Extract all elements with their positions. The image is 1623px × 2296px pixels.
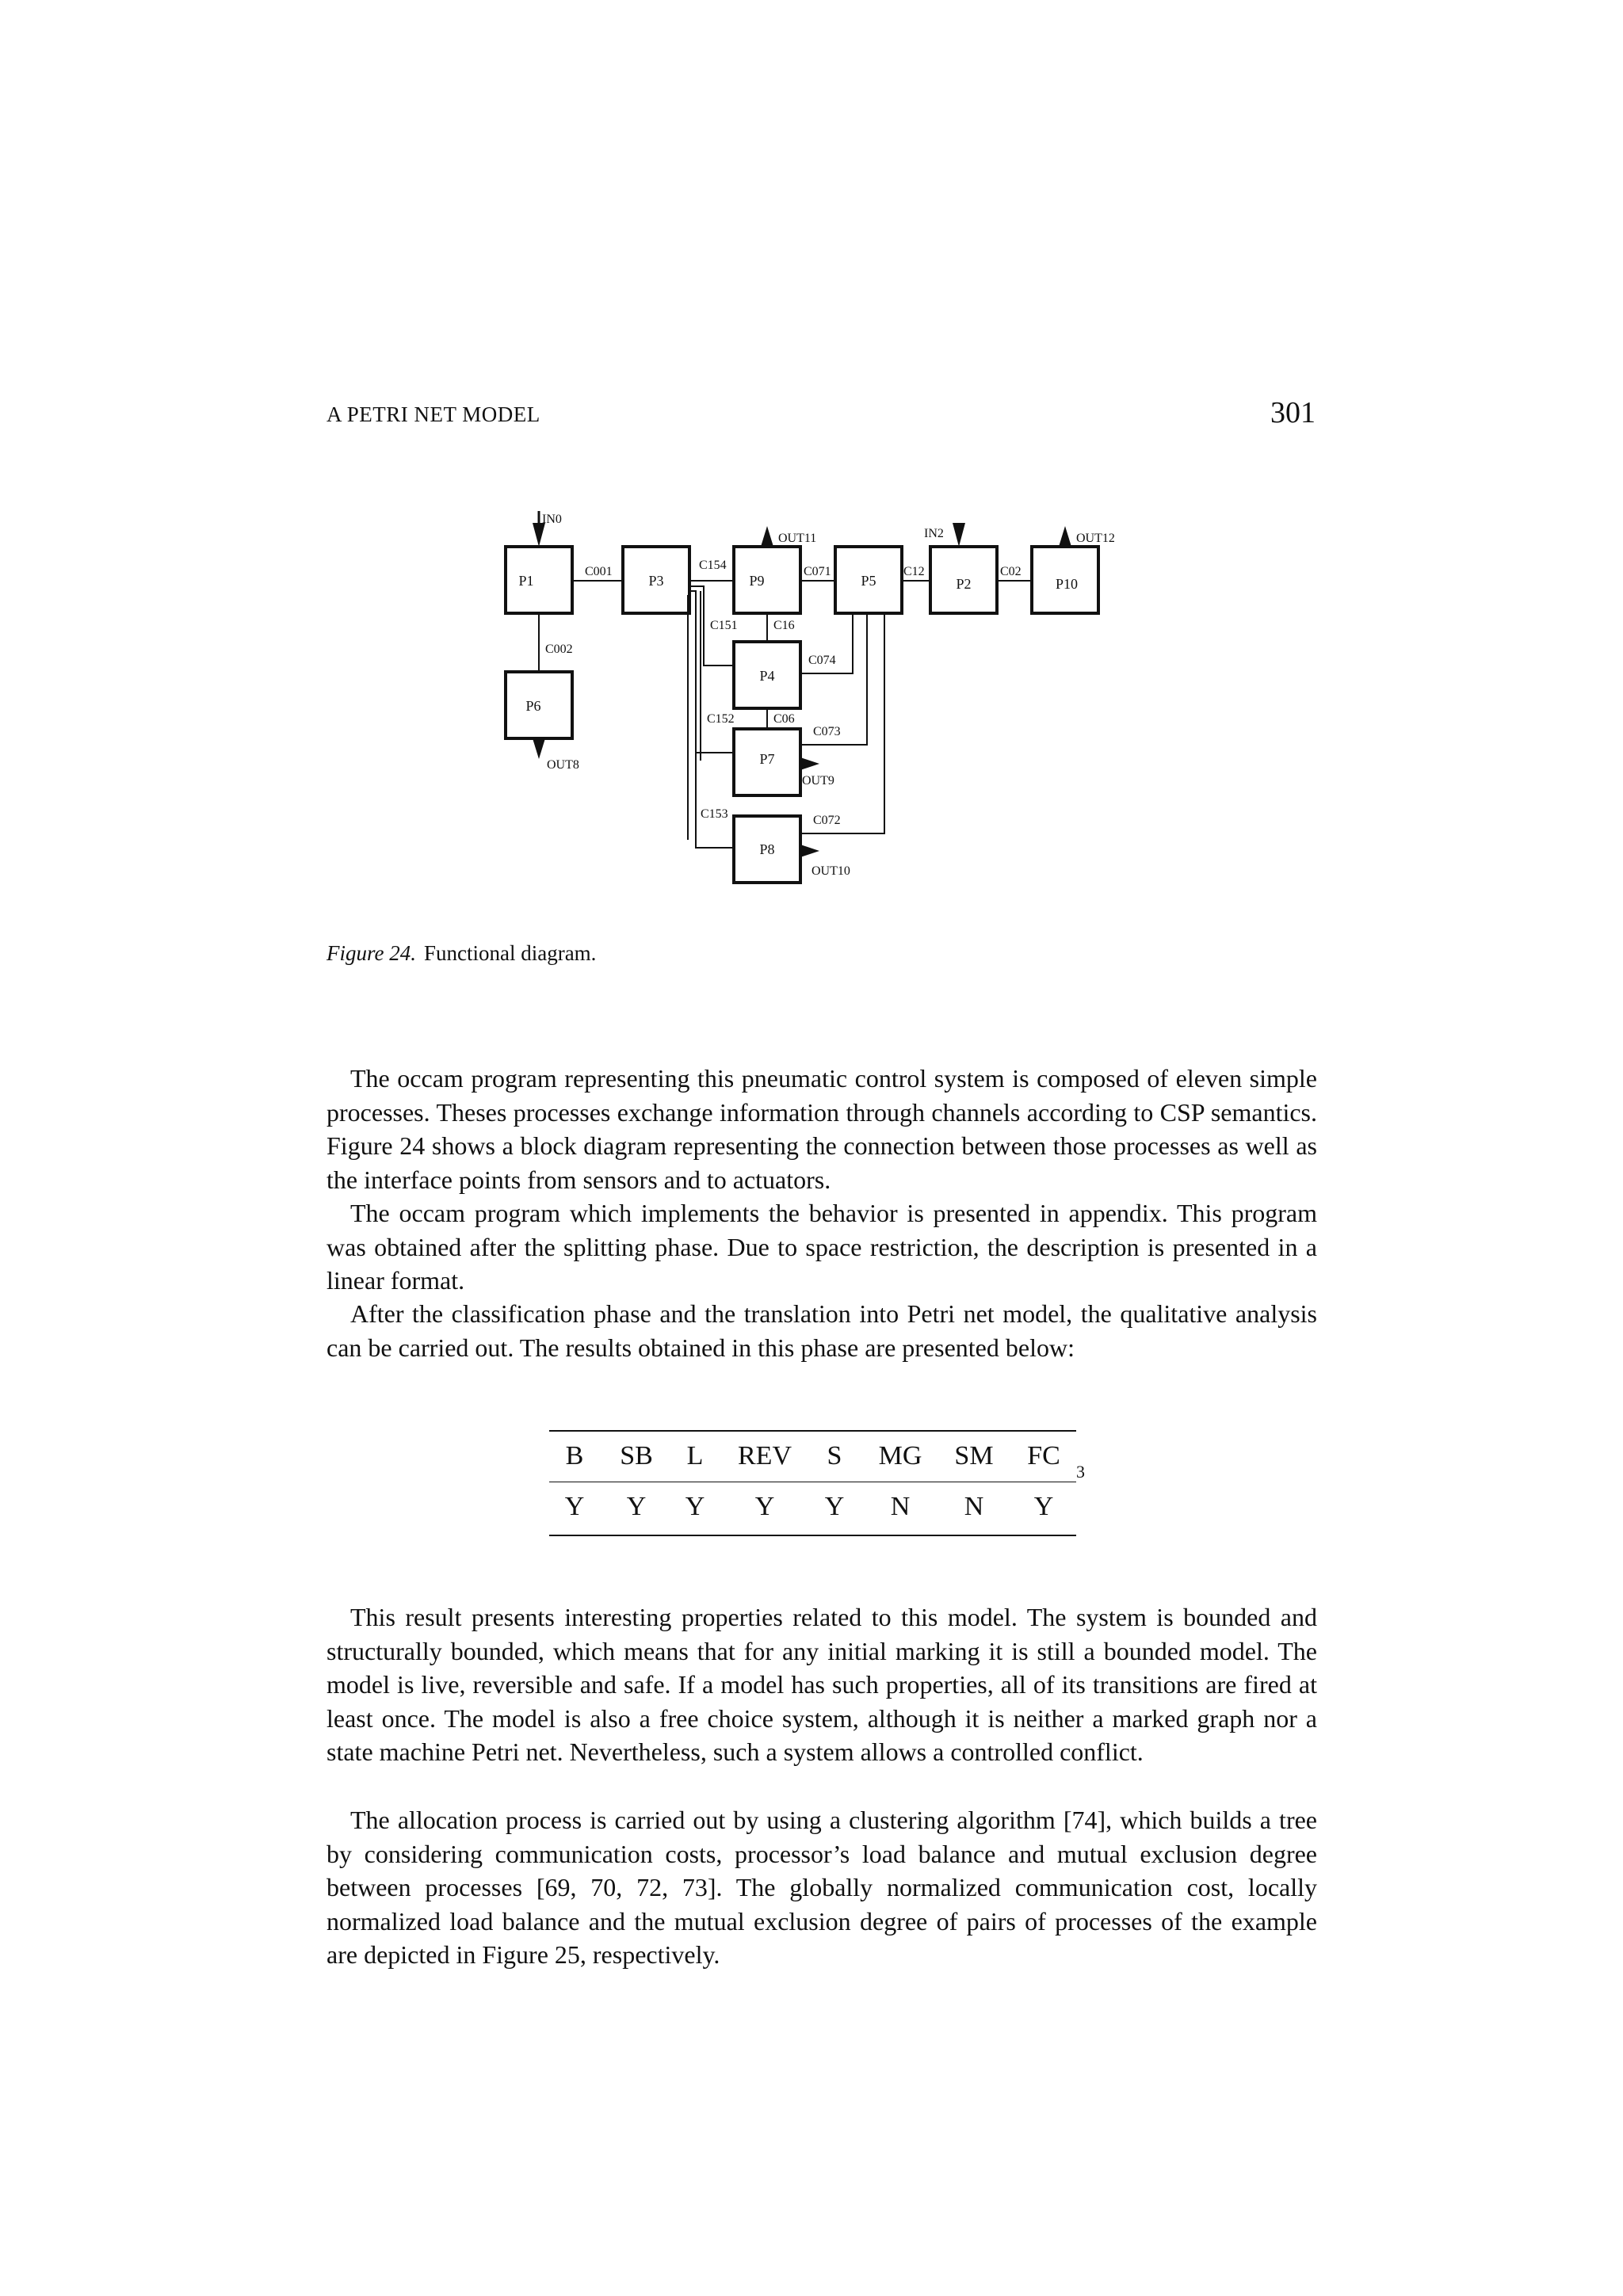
arrow-out10 [800,845,819,857]
process-label-p9: P9 [749,573,765,589]
channel-label-c151: C151 [710,619,738,632]
analysis-results-table [549,1430,1076,1536]
process-label-p8: P8 [759,841,775,857]
figure-caption [327,941,596,966]
arrow-in2 [953,523,965,547]
process-box-p9 [734,547,800,613]
table-cell: Y [1033,1492,1054,1521]
paragraph-5: The allocation process is carried out by using a clustering algorithm [74], which builds a tree by considering communication costs, processor’s load balance and mutual exclusion degree between processes [69, 70, 72, 73]. The globally normalized communication cost, locally normalized load balance and the mutual exclusion degree of pairs of processes of the example are depicted in Figure 25, respectively. [327,1806,1317,1969]
arrow-in0 [533,523,545,547]
process-label-p10: P10 [1055,576,1079,592]
table-cell: Y [754,1492,775,1521]
arrow-out11 [761,526,773,547]
io-label-out8: OUT8 [547,758,579,772]
arrow-out8 [533,738,545,759]
table-cell: Y [564,1492,585,1521]
table-cell: N [964,1492,984,1521]
paragraph-2: The occam program which implements the behavior is presented in appendix. This program was obtained after the splitting phase. Due to space restriction, the description is presented in a linear format. [327,1199,1317,1295]
process-label-p6: P6 [525,698,541,714]
process-box-p1 [506,547,572,613]
channel-label-c152: C152 [707,712,735,726]
table-header-cell: SB [620,1441,653,1470]
process-label-p7: P7 [759,751,775,767]
arrow-out12 [1059,526,1071,547]
figure-caption-label: Figure 24. [327,941,416,965]
channel-label-c02: C02 [1000,565,1022,578]
channel-label-c154: C154 [699,559,727,572]
channel-label-c002: C002 [545,643,573,656]
table-cell: Y [626,1492,647,1521]
channel-label-c001: C001 [585,565,613,578]
table-header-cell: REV [738,1441,792,1470]
process-label-p3: P3 [648,573,664,589]
running-header: A PETRI NET MODEL [327,402,540,426]
channel-line-c153 [688,596,689,840]
table-cell: Y [824,1492,845,1521]
channel-label-c072: C072 [813,814,841,827]
process-label-p2: P2 [956,576,972,592]
channel-label-c153: C153 [701,807,728,821]
io-label-in2: IN2 [924,527,944,540]
io-label-out11: OUT11 [778,532,817,545]
channel-label-c12: C12 [903,565,925,578]
io-label-in0: IN0 [542,513,562,526]
table-header-cell: MG [878,1441,922,1470]
process-label-p4: P4 [759,668,775,684]
table-header-cell: B [565,1441,584,1470]
paragraph-1: The occam program representing this pneumatic control system is composed of eleven simple processes. Theses processes exchange information through channels according to CSP semantics. Figure 24 shows a block diagram representing the connection between those processes as well as the interface points from sensors and to actuators. [327,1064,1317,1194]
channel-line-c072 [800,613,884,833]
table-header-cell: L [686,1441,704,1470]
table-header-cell: FC [1027,1441,1060,1470]
table-cell: N [890,1492,911,1521]
arrow-out9 [800,757,819,770]
paragraph-4: This result presents interesting properties related to this model. The system is bounded and structurally bounded, which means that for any initial marking it is still a bounded model. The model is live, reversible and safe. If a model has such properties, all of its transitions are fired at least once. The model is also a free choice system, although it is neither a marked graph nor a state machine Petri net. Nevertheless, such a system allows a controlled conflict. [327,1603,1317,1766]
process-label-p1: P1 [518,573,534,589]
channel-label-c16: C16 [773,619,795,632]
io-label-out10: OUT10 [812,864,850,878]
table-header-cell: SM [954,1441,994,1470]
table-header-row [549,1432,1076,1482]
table-cell: Y [685,1492,705,1521]
page-number: 301 [1270,396,1316,429]
io-label-out9: OUT9 [802,774,834,788]
channel-label-c06: C06 [773,712,795,726]
channel-label-c074: C074 [808,654,836,667]
table-row [549,1482,1076,1532]
table-header-cell: S [827,1441,842,1470]
channel-label-c073: C073 [813,725,841,738]
process-label-p5: P5 [861,573,876,589]
figure-caption-text: Functional diagram. [423,941,597,965]
channel-label-c071: C071 [804,565,831,578]
table-footnote-marker: 3 [1076,1462,1085,1482]
io-label-out12: OUT12 [1076,532,1115,545]
paragraph-3: After the classification phase and the translation into Petri net model, the qualitative analysis can be carried out. The results obtained in this phase are presented below: [327,1299,1317,1362]
